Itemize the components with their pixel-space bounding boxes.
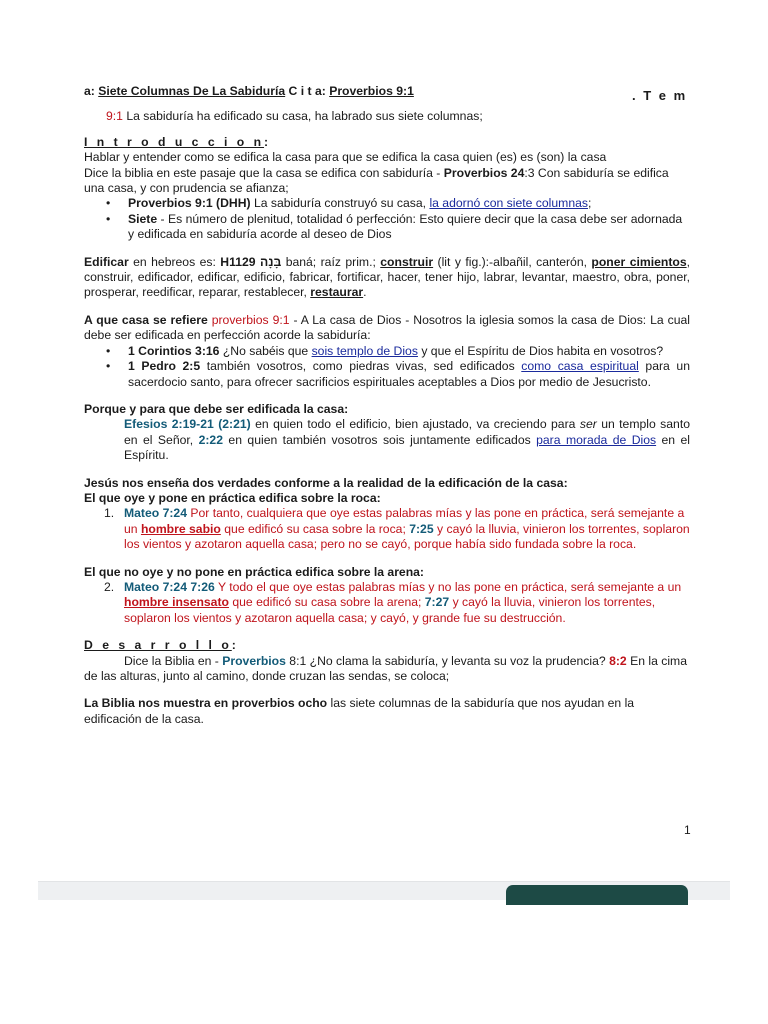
casa-b1-link[interactable]: sois templo de Dios bbox=[311, 343, 418, 358]
desarrollo-ref-2: 8:2 bbox=[609, 653, 627, 668]
porque-ref-1: Efesios 2:19-21 (2:21) bbox=[124, 417, 251, 432]
intro-heading-text: I n t r o d u c c i o n bbox=[84, 134, 265, 149]
desarrollo-heading bbox=[84, 638, 690, 653]
mateo-ref-2: 7:25 bbox=[409, 521, 434, 536]
hebrew-text-5: . bbox=[363, 285, 367, 300]
hombre-sabio-link[interactable]: hombre sabio bbox=[140, 521, 221, 536]
intro-b1-text: La sabiduría construyó su casa, bbox=[250, 196, 430, 211]
casa-lead: A que casa se refiere bbox=[84, 312, 208, 327]
list-item bbox=[128, 196, 690, 211]
key-verse-ref: 9:1 bbox=[106, 109, 123, 124]
casa-b1-ref: 1 Corintios 3:16 bbox=[128, 343, 220, 358]
casa-b2-text-1: también vosotros, como piedras vivas, sed edificados bbox=[200, 359, 522, 374]
casa-b2-link[interactable]: como casa espiritual bbox=[521, 359, 639, 374]
verdades-sub-2: El que no oye y no pone en práctica edifica sobre la arena: bbox=[84, 564, 424, 579]
hebrew-paragraph bbox=[84, 255, 690, 301]
desarrollo-text-2: 8:1 ¿No clama la sabiduría, y levanta su voz la prudencia? bbox=[285, 653, 610, 668]
casa-bullet-list bbox=[84, 344, 690, 390]
casa-text: - A La casa de Dios - Nosotros la iglesia somos la casa de Dios: La cual debe ser edificada en perfección acorde la sabiduría: bbox=[84, 312, 690, 343]
porque-text-2: un templo santo en el Señor, bbox=[124, 417, 690, 447]
hebrew-word-construir: construir bbox=[380, 254, 434, 269]
theme-line bbox=[84, 84, 690, 99]
mateo-text-2: que edificó su casa sobre la roca; bbox=[220, 521, 410, 536]
desarrollo-ref-1: Proverbios bbox=[222, 653, 286, 668]
casa-paragraph bbox=[84, 313, 690, 344]
intro-b2-lead: Siete bbox=[128, 211, 158, 226]
mateo-text-1: Por tanto, cualquiera que oye estas palabras mías y las pone en práctica, será semejante a un bbox=[124, 506, 685, 536]
desarrollo-colon: : bbox=[231, 638, 236, 653]
page-number: 1 bbox=[684, 823, 691, 837]
casa-b1-text-2: y que el Espíritu de Dios habita en vosotros? bbox=[417, 343, 664, 358]
verdades-sub-1: El que oye y pone en práctica edifica sobre la roca: bbox=[84, 490, 381, 505]
hebrew-code: H1129 בָּנָה bbox=[220, 254, 282, 269]
desarrollo-text-1: Dice la Biblia en - bbox=[124, 653, 223, 668]
verdades-heading: Jesús nos enseña dos verdades conforme a la realidad de la edificación de la casa: bbox=[84, 475, 568, 490]
intro-p2-ref: Proverbios 24 bbox=[443, 165, 525, 180]
porque-heading: Porque y para que debe ser edificada la casa: bbox=[84, 401, 349, 416]
page-header-tem: . T e m bbox=[632, 88, 688, 103]
list-item bbox=[104, 506, 690, 552]
porque-ref-2: 2:22 bbox=[198, 432, 223, 447]
casa-b2-ref: 1 Pedro 2:5 bbox=[128, 359, 201, 374]
casa-b1-text-1: ¿No sabéis que bbox=[219, 343, 312, 358]
desarrollo-p2-text: las siete columnas de la sabiduría que nos ayudan en la edificación de la casa. bbox=[84, 696, 635, 726]
verdades-list-1 bbox=[84, 506, 690, 552]
verdades-list-2 bbox=[84, 580, 690, 626]
mateo-ref-4: 7:27 bbox=[424, 595, 450, 610]
intro-bullet-list bbox=[84, 196, 690, 242]
theme-title: Siete Columnas De La Sabiduría bbox=[98, 84, 286, 98]
intro-colon: : bbox=[264, 134, 269, 149]
mateo-text-4: Y todo el que oye estas palabras mías y no las pone en práctica, será semejante a un bbox=[214, 579, 682, 594]
intro-paragraph-2 bbox=[84, 166, 690, 197]
theme-reference: Proverbios 9:1 bbox=[329, 84, 414, 98]
list-number: 1. bbox=[104, 506, 115, 521]
hombre-insensato-link[interactable]: hombre insensato bbox=[124, 595, 229, 610]
desarrollo-p2-lead: La Biblia nos muestra en proverbios ocho bbox=[84, 696, 328, 711]
porque-paragraph bbox=[84, 417, 690, 463]
list-number: 2. bbox=[104, 579, 115, 594]
mateo-text-6: y cayó la lluvia, vinieron los torrentes, soplaron los vientos y azotaron aquella casa; y cayó, y grande fue su destrucción. bbox=[124, 595, 656, 625]
porque-text-4: en el Espíritu. bbox=[124, 432, 691, 463]
intro-p2-text-b: :3 Con sabiduría se edifica una casa, y con prudencia se afianza; bbox=[84, 165, 669, 196]
porque-text-1: en quien todo el edificio, bien ajustado, va creciendo para bbox=[250, 417, 580, 432]
porque-link[interactable]: para morada de Dios bbox=[536, 432, 657, 447]
hebrew-text-2: baná; raíz prim.; bbox=[281, 254, 381, 269]
hebrew-text-1: en hebreos es: bbox=[128, 254, 221, 269]
hebrew-word-cimientos: poner cimientos bbox=[591, 254, 687, 269]
list-item bbox=[128, 212, 690, 243]
porque-text-3: en quien también vosotros sois juntamente edificados bbox=[223, 432, 537, 447]
intro-b1-ref: Proverbios 9:1 (DHH) bbox=[128, 196, 251, 211]
desarrollo-paragraph-2 bbox=[84, 696, 690, 727]
desarrollo-heading-text: D e s a r r o l l o bbox=[84, 638, 232, 653]
intro-b2-text: - Es número de plenitud, totalidad ó perfección: Esto quiere decir que la casa debe ser adornada y edificada en sabiduría acorde al deseo de Dios bbox=[128, 211, 683, 242]
theme-prefix: a: bbox=[84, 84, 99, 98]
key-verse-text: La sabiduría ha edificado su casa, ha labrado sus siete columnas; bbox=[122, 109, 483, 124]
key-verse bbox=[84, 109, 690, 124]
cita-label: C i t a: bbox=[285, 84, 330, 98]
casa-ref: proverbios 9:1 bbox=[207, 312, 290, 327]
document-body bbox=[84, 84, 690, 727]
desarrollo-paragraph-1 bbox=[84, 654, 690, 685]
hebrew-word-restaurar: restaurar bbox=[310, 285, 364, 300]
casa-b2-text-2: para un sacerdocio santo, para ofrecer sacrificios espirituales aceptables a Dios por medio de Jesucristo. bbox=[128, 359, 690, 389]
list-item bbox=[128, 344, 690, 359]
viewer-action-button[interactable] bbox=[506, 885, 688, 905]
list-item bbox=[104, 579, 690, 626]
desarrollo-text-3: En la cima de las alturas, junto al camino, donde cruzan las sendas, se coloca; bbox=[84, 653, 687, 683]
intro-p2-text-a: Dice la biblia en este pasaje que la casa se edifica con sabiduría - bbox=[84, 165, 444, 180]
intro-heading bbox=[84, 135, 690, 150]
mateo-text-3: y cayó la lluvia, vinieron los torrentes, soplaron los vientos y azotaron aquella casa; pero no se cayó, porque había sido fundada sobre la roca. bbox=[124, 521, 690, 552]
intro-b1-link[interactable]: la adornó con siete columnas bbox=[429, 196, 588, 211]
porque-ser: ser bbox=[579, 417, 597, 432]
intro-b1-end: ; bbox=[587, 196, 592, 211]
hebrew-text-4: , construir, edificador, edificar, edificio, fabricar, fortificar, hacer, tener hijo, labrar, levantar, maestro, obra, poner, prosperar, reedificar, reparar, restablecer, bbox=[84, 254, 690, 300]
hebrew-lead: Edificar bbox=[84, 254, 129, 269]
mateo-ref-1: Mateo 7:24 bbox=[124, 506, 187, 521]
mateo-text-5: que edificó su casa sobre la arena; bbox=[228, 595, 425, 610]
intro-paragraph-1: Hablar y entender como se edifica la casa para que se edifica la casa quien (es) es (son) la casa bbox=[84, 150, 607, 165]
hebrew-text-3: (lit y fig.):-albañil, canterón, bbox=[433, 254, 592, 269]
list-item bbox=[128, 359, 690, 390]
mateo-ref-3: Mateo 7:24 7:26 bbox=[124, 579, 215, 594]
